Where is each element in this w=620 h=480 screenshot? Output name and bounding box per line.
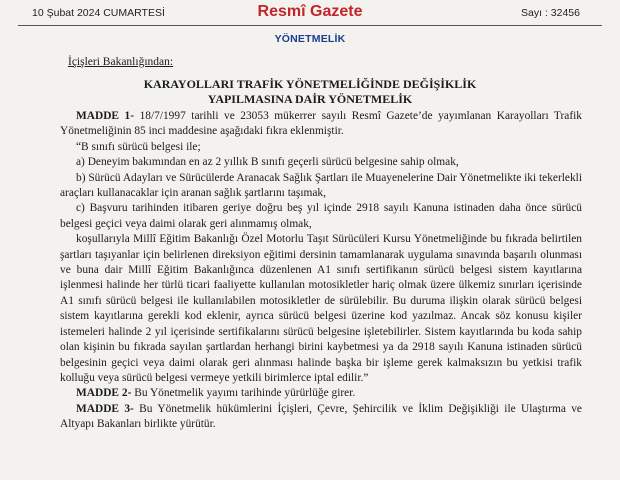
- section-title: YÖNETMELİK: [274, 33, 346, 45]
- header-divider: [18, 25, 602, 26]
- issue-number: Sayı : 32456: [521, 7, 580, 19]
- clause-intro-paragraph: [60, 140, 582, 155]
- clause-a-paragraph: [60, 155, 582, 170]
- regulation-title-line-1: KARAYOLLARI TRAFİK YÖNETMELİĞİNDE DEĞİŞİKLİK: [143, 77, 477, 91]
- article-label: MADDE 2-: [76, 387, 132, 400]
- regulation-body: [60, 109, 582, 433]
- gazette-header: [0, 0, 620, 26]
- paragraph-text: Bu Yönetmelik yayımı tarihinde yürürlüğe girer.: [131, 387, 356, 400]
- article-label: MADDE 3-: [76, 402, 134, 415]
- paragraph-text: a) Deneyim bakımından en az 2 yıllık B sınıfı geçerli sürücü belgesine sahip olmak,: [76, 156, 459, 169]
- conditions-paragraph: [60, 232, 582, 386]
- paragraph-text: c) Başvuru tarihinden itibaren geriye doğru beş yıl içinde 2918 sayılı Kanuna istinaden daha önce sürücü belgesi geçici veya daimi olarak geri alınmamış olmak,: [60, 202, 582, 230]
- regulation-title: [0, 77, 620, 107]
- paragraph-text: b) Sürücü Adayları ve Sürücülerde Aranacak Sağlık Şartları ile Muayenelerine Dair Yönetmelikte iki tekerlekli araçları kullanacaklar için aranan sağlık şartlarını taşımak,: [60, 171, 582, 200]
- clause-b-paragraph: [60, 171, 582, 202]
- paragraph-text: koşullarıyla Millî Eğitim Bakanlığı Özel Motorlu Taşıt Sürücüleri Kursu Yönetmeliğinde bu fıkrada belirtilen şartları taşıyanlar için belirlenen direksiyon eğitimi dersinin tamamlanarak uygulama sınavında başarılı olunması ve buna dair Millî Eğitim Bakanlığınca düzenlenen A1 sınıfı sertifikanın sürücü belgesi sistem kayıtlarına işlenmesi halinde her türlü ticari faaliyette kullanılan motosikletler hariç olmak üzere ülkemiz sınırları içerisinde A1 sınıfı sürücü belgesi ile kullanılabilen motosikletler de sürülebilir. Bu duruma ilişkin olarak sürücü belgesi sistem kayıtlarına gerekli kod eklenir, ayrıca sürücü belgesi üzerine kod yazılmaz. Ancak söz konusu kişiler istemeleri halinde 2 yıl içerisinde sertifikalarını sürücü belgesine işletebilirler. Sistem kayıtlarında bu koda sahip olan kişinin bu fıkrada sayılan şartlardan herhangi birini kaybetmesi ya da 2918 sayılı Kanuna istinaden sürücü belgesinin geçici veya daimi olarak geri alınması halinde başka bir işleme gerek kalmaksızın bu yetkisi trafik kolluğu veya sürücü belgesi vermeye yetkili birimlerce iptal edilir.”: [60, 233, 582, 384]
- article-3-paragraph: [60, 402, 582, 433]
- paragraph-text: Bu Yönetmelik hükümlerini İçişleri, Çevre, Şehircilik ve İklim Değişikliği ile Ulaştırma ve Altyapı Bakanları birlikte yürütür.: [60, 402, 582, 431]
- regulation-title-line-2: YAPILMASINA DAİR YÖNETMELİK: [207, 92, 413, 106]
- gazette-title: Resmî Gazete: [257, 3, 363, 20]
- issue-date: 10 Şubat 2024 CUMARTESİ: [32, 7, 165, 19]
- paragraph-text: “B sınıfı sürücü belgesi ile;: [76, 140, 201, 153]
- clause-c-paragraph: [60, 201, 582, 232]
- article-label: MADDE 1-: [76, 110, 135, 122]
- issuing-ministry: İçişleri Bakanlığından:: [68, 56, 174, 68]
- article-1-paragraph: [60, 109, 582, 140]
- paragraph-text: 18/7/1997 tarihli ve 23053 mükerrer sayılı Resmî Gazete’de yayımlanan Karayolları Trafik Yönetmeliğinin 85 inci maddesine aşağıdaki fıkra eklenmiştir.: [60, 110, 582, 138]
- article-2-paragraph: [60, 386, 582, 401]
